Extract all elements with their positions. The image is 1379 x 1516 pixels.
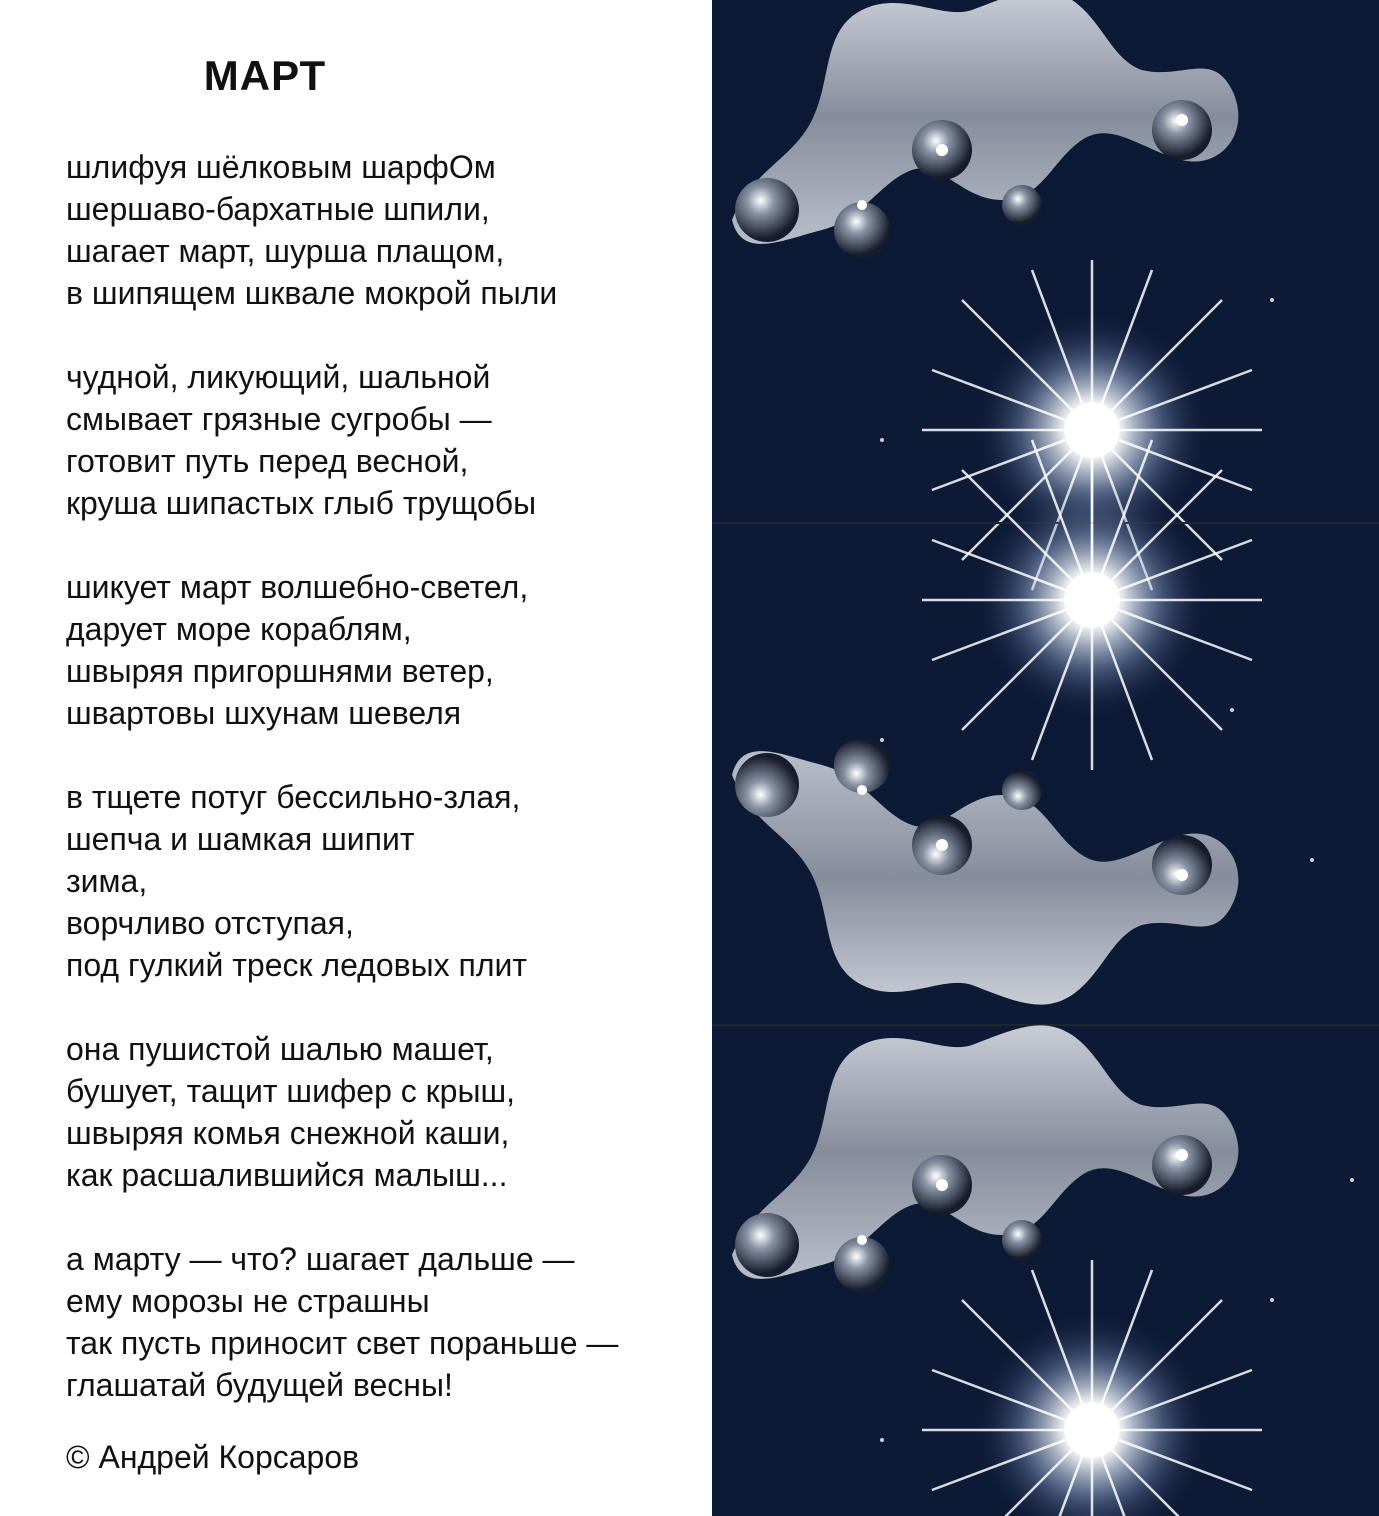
poem-line: зима,	[66, 863, 148, 899]
poem-stanza	[66, 776, 706, 986]
poem-line: так пусть приносит свет пораньше —	[66, 1325, 619, 1361]
poem-line: в тщете потуг бессильно-злая,	[66, 779, 521, 815]
poem-line: в шипящем шквале мокрой пыли	[66, 275, 558, 311]
poem-line: бушует, тащит шифер с крыш,	[66, 1073, 516, 1109]
poem-line: швыряя комья снежной каши,	[66, 1115, 510, 1151]
poem-title: МАРТ	[203, 52, 327, 99]
poem-line: смывает грязные сугробы —	[66, 401, 492, 437]
poem-line: шлифуя шёлковым шарфОм	[66, 149, 496, 185]
copyright-line: © Андрей Корсаров	[66, 1439, 360, 1475]
poem-line: шагает март, шурша плащом,	[66, 233, 505, 269]
poem-line: под гулкий треск ледовых плит	[66, 947, 528, 983]
poem-line: ворчливо отступая,	[66, 905, 354, 941]
photo-collage	[712, 0, 1379, 1516]
poem-stanza	[66, 146, 706, 314]
poem-line: шикует март волшебно-светел,	[66, 569, 529, 605]
poem-line: как расшалившийся малыш...	[66, 1157, 508, 1193]
poem-line: чудной, ликующий, шальной	[66, 359, 491, 395]
poem-line: дарует море кораблям,	[66, 611, 412, 647]
poem-stanza	[66, 356, 706, 524]
poem-line: шершаво-бархатные шпили,	[66, 191, 490, 227]
poem-line: глашатай будущей весны!	[66, 1367, 453, 1403]
poem-stanza	[66, 566, 706, 734]
poem-line: шепча и шамкая шипит	[66, 821, 415, 857]
poem-body	[66, 146, 706, 1448]
poem-line: круша шипастых глыб трущобы	[66, 485, 537, 521]
poem-line: швыряя пригоршнями ветер,	[66, 653, 494, 689]
splash-illustration	[712, 0, 1379, 1516]
poem-line: ему морозы не страшны	[66, 1283, 430, 1319]
poem-stanza	[66, 1238, 706, 1406]
poem-line: готовит путь перед весной,	[66, 443, 469, 479]
poem-line: швартовы шхунам шевеля	[66, 695, 462, 731]
poem-line: она пушистой шалью машет,	[66, 1031, 494, 1067]
poem-stanza	[66, 1028, 706, 1196]
poem-line: а марту — что? шагает дальше —	[66, 1241, 575, 1277]
